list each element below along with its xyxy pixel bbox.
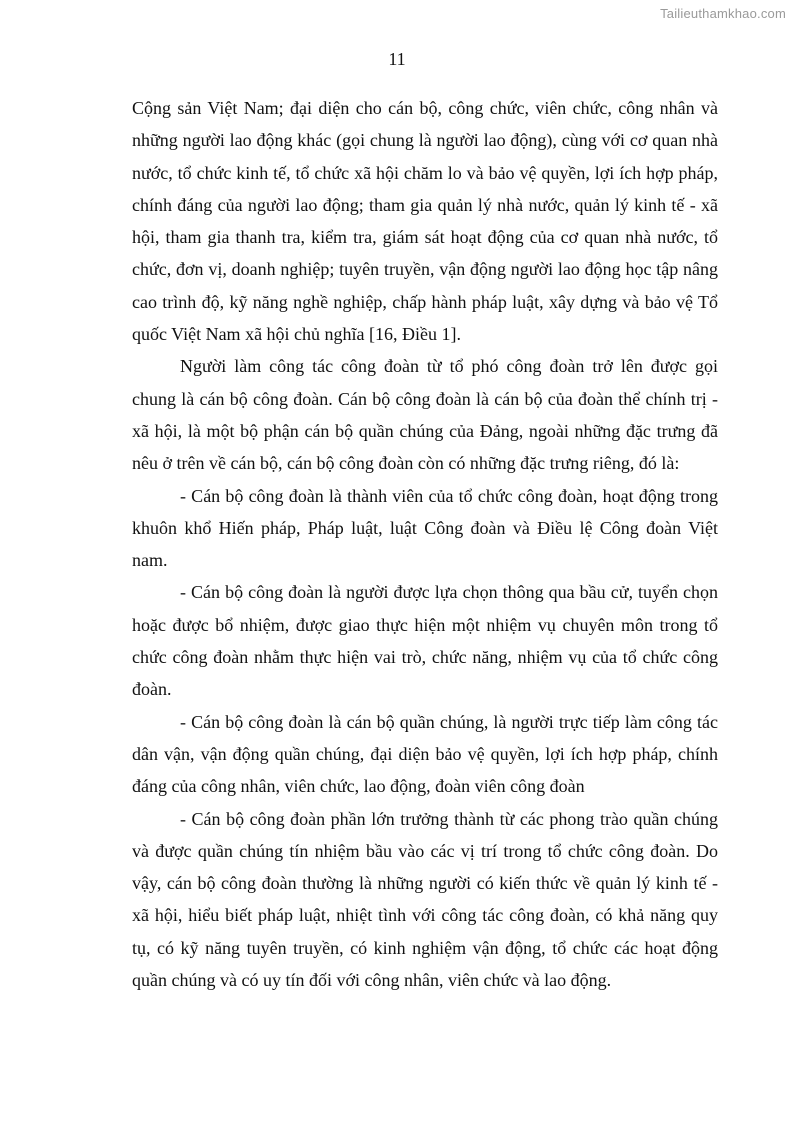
page-number: 11 — [388, 49, 406, 69]
list-item: - Cán bộ công đoàn phần lớn trưởng thành từ các phong trào quần chúng và được quần chúng tín nhiệm bầu vào các vị trí trong tổ chức công đoàn. Do vậy, cán bộ công đoàn thường là những người có kiến thức về quản lý kinh tế - xã hội, hiểu biết pháp luật, nhiệt tình với công tác công đoàn, có khả năng quy tụ, có kỹ năng tuyên truyền, có kinh nghiệm vận động, tổ chức các hoạt động quần chúng và có uy tín đối với công nhân, viên chức và lao động. — [132, 808, 718, 991]
paragraph: Cộng sản Việt Nam; đại diện cho cán bộ, công chức, viên chức, công nhân và những người lao động khác (gọi chung là người lao động), cùng với cơ quan nhà nước, tổ chức kinh tế, tổ chức xã hội chăm lo và bảo vệ quyền, lợi ích hợp pháp, chính đáng của người lao động; tham gia quản lý nhà nước, quản lý kinh tế - xã hội, tham gia thanh tra, kiểm tra, giám sát hoạt động của cơ quan nhà nước, tổ chức, đơn vị, doanh nghiệp; tuyên truyền, vận động người lao động học tập nâng cao trình độ, kỹ năng nghề nghiệp, chấp hành pháp luật, xây dựng và bảo vệ Tổ quốc Việt Nam xã hội chủ nghĩa [16, Điều 1]. — [132, 98, 718, 345]
paragraph: Người làm công tác công đoàn từ tổ phó công đoàn trở lên được gọi chung là cán bộ công đoàn. Cán bộ công đoàn là cán bộ của đoàn thể chính trị - xã hội, là một bộ phận cán bộ quần chúng của Đảng, ngoài những đặc trưng đã nêu ở trên về cán bộ, cán bộ công đoàn còn có những đặc trưng riêng, đó là: — [132, 356, 718, 474]
list-item: - Cán bộ công đoàn là thành viên của tổ chức công đoàn, hoạt động trong khuôn khổ Hiến pháp, Pháp luật, luật Công đoàn và Điều lệ Công đoàn Việt nam. — [132, 485, 718, 571]
list-item: - Cán bộ công đoàn là cán bộ quần chúng, là người trực tiếp làm công tác dân vận, vận động quần chúng, đại diện bảo vệ quyền, lợi ích hợp pháp, chính đáng của công nhân, viên chức, lao động, đoàn viên công đoàn — [132, 711, 718, 797]
watermark-text: Tailieuthamkhao.com — [660, 6, 786, 21]
list-item: - Cán bộ công đoàn là người được lựa chọn thông qua bầu cử, tuyển chọn hoặc được bổ nhiệm, được giao thực hiện một nhiệm vụ chuyên môn trong tổ chức công đoàn nhằm thực hiện vai trò, chức năng, nhiệm vụ của tổ chức công đoàn. — [132, 582, 718, 700]
document-body — [132, 92, 718, 996]
